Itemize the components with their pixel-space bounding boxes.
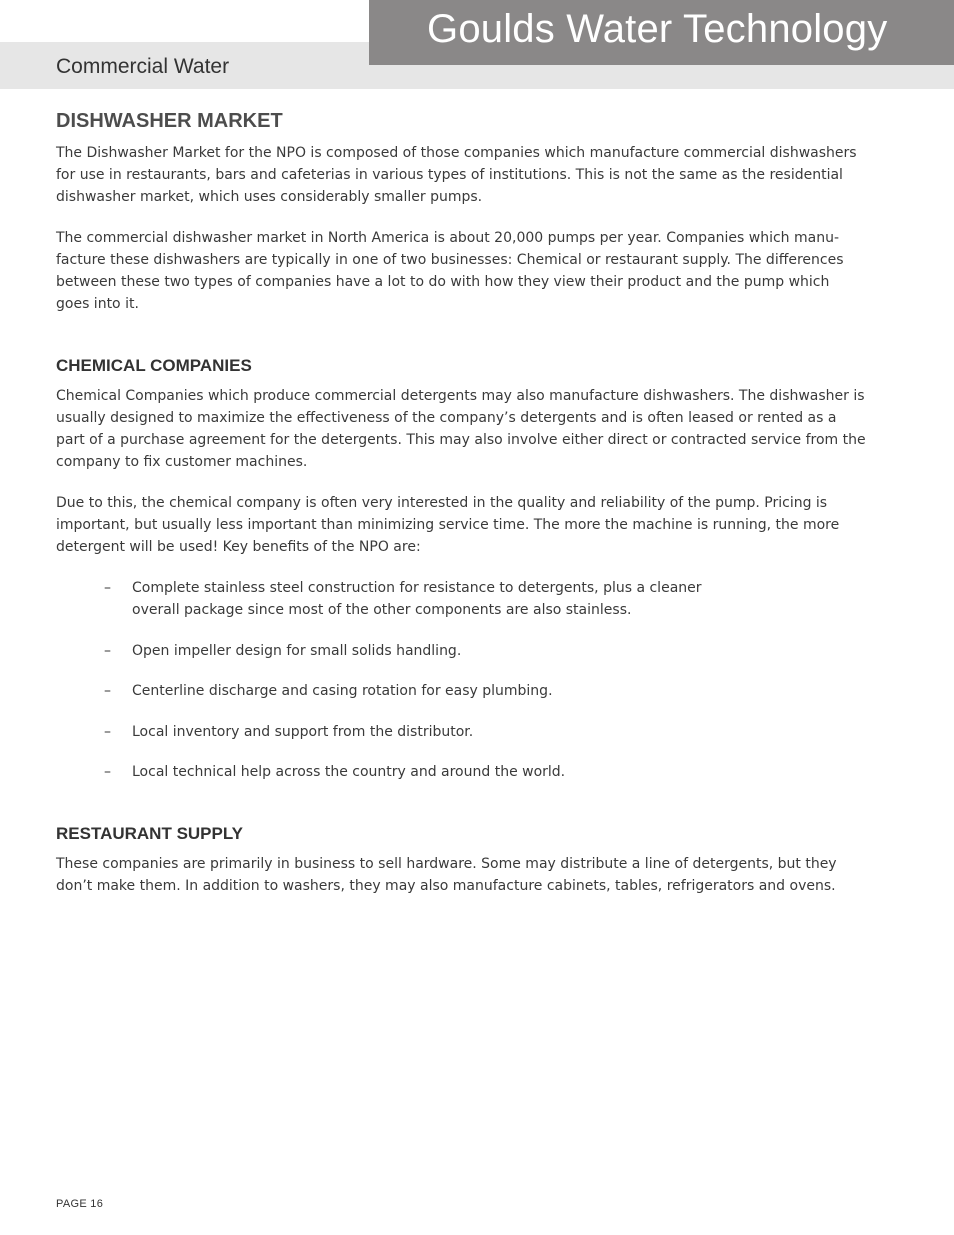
- section-label: Commercial Water: [56, 55, 230, 78]
- list-item-text: Local inventory and support from the distributor.: [132, 723, 474, 740]
- dash-bullet: –: [104, 723, 111, 740]
- page-number: PAGE 16: [56, 1198, 104, 1210]
- list-item-text: Complete stainless steel construction for resistance to detergents, plus a cleaner overall package since most of the other components are also stainless.: [132, 580, 702, 618]
- list-item: [104, 721, 752, 743]
- heading-restaurant-supply: RESTAURANT SUPPLY: [56, 824, 244, 843]
- dash-bullet: –: [104, 683, 111, 699]
- dash-bullet: –: [104, 642, 111, 659]
- list-item: [104, 640, 752, 662]
- list-item: [104, 761, 752, 783]
- list-item: [104, 680, 752, 702]
- list-item: [104, 577, 752, 621]
- paragraph: The Dishwasher Market for the NPO is composed of those companies which manufacture commercial dishwashers for use in restaurants, bars and cafeterias in various types of institutions. This is not the same as the residential dishwasher market, which uses considerably smaller pumps.: [56, 145, 857, 205]
- paragraph: Due to this, the chemical company is often very interested in the quality and reliability of the pump. Pricing is important, but usually less important than minimizing service time. The more the machine is running, the more detergent will be used! Key benefits of the NPO are:: [56, 495, 840, 555]
- page-content: [56, 108, 866, 916]
- brand-title: Goulds Water Technology: [427, 7, 888, 51]
- list-item-text: Local technical help across the country and around the world.: [132, 764, 566, 780]
- paragraph: These companies are primarily in business to sell hardware. Some may distribute a line of detergents, but they don’t make them. In addition to washers, they may also manufacture cabinets, tables, refrigerators and ovens.: [56, 856, 837, 894]
- dash-bullet: –: [104, 580, 111, 596]
- paragraph: Chemical Companies which produce commercial detergents may also manufacture dishwashers. The dishwasher is usually designed to maximize the effectiveness of the company’s detergents and is often leased or rented as a part of a purchase agreement for the detergents. This may also involve either direct or contracted service from the company to fix customer machines.: [56, 388, 866, 470]
- heading-dishwasher-market: DISHWASHER MARKET: [56, 110, 283, 132]
- dash-bullet: –: [104, 764, 111, 780]
- paragraph: The commercial dishwasher market in North America is about 20,000 pumps per year. Companies which manufacture these dishwashers are typically in one of two businesses: Chemical or restaurant supply. The differences between these two types of companies have a lot to do with how they view their product and the pump which goes into it.: [56, 230, 844, 312]
- list-item-text: Open impeller design for small solids handling.: [132, 642, 462, 659]
- list-item-text: Centerline discharge and casing rotation for easy plumbing.: [132, 683, 553, 699]
- benefits-list: [56, 577, 866, 783]
- brand-banner: [369, 0, 954, 65]
- heading-chemical-companies: CHEMICAL COMPANIES: [56, 356, 252, 375]
